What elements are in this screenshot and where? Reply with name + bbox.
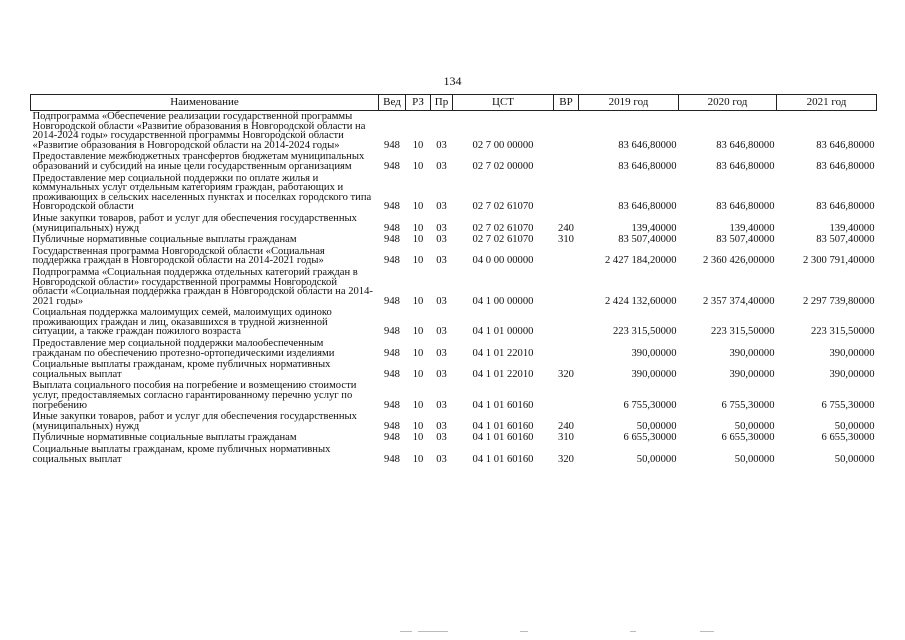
row-ved: 948 [384,295,400,307]
row-rz: 10 [412,399,424,411]
row-name: Предоставление мер социальной поддержки малообеспеченным гражданам по обеспечению протезно-ортопедическими изделиями [32,338,335,359]
row-2019: 83 507,40000 [618,234,677,246]
row-2019: 6 655,30000 [623,432,677,444]
row-vr [554,173,579,213]
row-2021: 6 655,30000 [821,432,875,444]
row-ved: 948 [384,255,400,267]
row-2021: 83 646,80000 [816,139,875,151]
table-row [31,173,877,213]
table-header [31,95,877,111]
row-vr [554,338,579,359]
row-name: Подпрограмма «Социальная поддержка отдельных категорий граждан в Новгородской области» государственной программы Новгородской области «Социальная поддержка граждан в Новгородской области на 2014-2021 годы» [32,266,373,307]
row-2020: 50,00000 [734,453,775,465]
row-cst: 04 1 01 00000 [472,326,534,338]
table-row [31,359,877,380]
row-ved: 948 [384,160,400,172]
row-ved: 948 [384,420,400,432]
row-pr: 03 [436,453,447,465]
row-2019: 83 646,80000 [618,139,677,151]
header-cst: ЦСТ [453,95,554,111]
row-2019: 6 755,30000 [623,399,677,411]
row-ved: 948 [384,326,400,338]
row-2020: 83 646,80000 [716,201,775,213]
table-row [31,246,877,267]
row-ved: 948 [384,222,400,234]
row-2020: 390,00000 [729,347,775,359]
row-2020: 2 360 426,00000 [702,255,775,267]
row-vr: 240 [558,420,574,432]
row-cst: 02 7 02 61070 [472,201,534,213]
table-row [31,338,877,359]
row-cst: 02 7 02 61070 [472,234,534,246]
row-pr: 03 [436,255,447,267]
row-vr [554,380,579,411]
row-vr [554,267,579,307]
row-pr: 03 [436,432,447,444]
row-pr: 03 [436,222,447,234]
row-2020: 50,00000 [734,420,775,432]
row-rz: 10 [412,453,424,465]
row-vr [554,111,579,152]
row-cst: 02 7 00 00000 [472,139,534,151]
row-pr: 03 [436,234,447,246]
row-2020: 83 646,80000 [716,160,775,172]
row-2020: 83 507,40000 [716,234,775,246]
row-2020: 139,40000 [729,222,775,234]
row-2021: 223 315,50000 [810,326,875,338]
table-row [31,411,877,432]
row-ved: 948 [384,234,400,246]
row-cst: 04 1 01 60160 [472,420,534,432]
header-pr: Пр [431,95,453,111]
row-2019: 2 424 132,60000 [604,295,677,307]
row-rz: 10 [412,326,424,338]
row-rz: 10 [412,347,424,359]
row-pr: 03 [436,326,447,338]
row-rz: 10 [412,160,424,172]
row-2019: 50,00000 [636,453,677,465]
row-ved: 948 [384,347,400,359]
table-row [31,234,877,246]
row-vr [554,151,579,172]
table-row [31,111,877,152]
row-vr: 310 [558,234,574,246]
row-rz: 10 [412,255,424,267]
row-name: Иные закупки товаров, работ и услуг для обеспечения государственных (муниципальных) нужд [32,212,357,234]
row-2021: 50,00000 [834,453,875,465]
row-name: Предоставление мер социальной поддержки по оплате жилья и коммунальных услуг отдельным категориям граждан, работающих и проживающих в сельских населенных пунктах и поселках городского типа Новгородской области [32,172,372,213]
row-cst: 04 1 01 22010 [472,347,534,359]
row-ved: 948 [384,453,400,465]
row-ved: 948 [384,432,400,444]
row-name: Иные закупки товаров, работ и услуг для обеспечения государственных (муниципальных) нужд [32,411,357,432]
row-vr: 240 [558,222,574,234]
scan-artifact-marks [400,628,730,634]
header-vr: ВР [554,95,579,111]
row-rz: 10 [412,139,424,151]
row-pr: 03 [436,295,447,307]
row-2019: 50,00000 [636,420,677,432]
row-2021: 83 507,40000 [816,234,875,246]
table-row [31,444,877,465]
row-2020: 6 755,30000 [721,399,775,411]
row-2019: 390,00000 [631,368,677,380]
page-number: 134 [443,74,462,88]
header-2019: 2019 год [579,95,679,111]
table-row [31,380,877,411]
row-2021: 390,00000 [829,347,875,359]
row-2019: 223 315,50000 [612,326,677,338]
row-vr [554,246,579,267]
row-2021: 390,00000 [829,368,875,380]
row-ved: 948 [384,201,400,213]
table-row [31,151,877,172]
table-row [31,213,877,234]
row-name: Выплата социального пособия на погребение и возмещению стоимости услуг, предоставляемых согласно гарантированному перечню услуг по погребению [32,380,357,411]
row-2020: 6 655,30000 [721,432,775,444]
row-vr: 320 [558,368,574,380]
row-2021: 50,00000 [834,420,875,432]
row-vr: 320 [558,453,574,465]
row-2020: 223 315,50000 [710,326,775,338]
row-rz: 10 [412,201,424,213]
row-cst: 02 7 02 00000 [472,160,534,172]
row-ved: 948 [384,139,400,151]
header-ved: Вед [379,95,406,111]
row-ved: 948 [384,399,400,411]
row-name: Социальные выплаты гражданам, кроме публичных нормативных социальных выплат [32,359,331,380]
row-cst: 04 0 00 00000 [472,255,534,267]
table-row [31,267,877,307]
row-cst: 04 1 01 60160 [472,399,534,411]
header-2020: 2020 год [679,95,777,111]
table-row [31,432,877,444]
row-pr: 03 [436,420,447,432]
row-rz: 10 [412,420,424,432]
row-name: Предоставление межбюджетных трансфертов бюджетам муниципальных образований и субсидий на иные цели государственным организациям [32,151,365,172]
row-2019: 83 646,80000 [618,201,677,213]
row-name: Социальная поддержка малоимущих семей, малоимущих одиноко проживающих граждан и лиц, оказавшихся в трудной жизненной ситуации, а также граждан пожилого возраста [32,307,332,338]
table-row [31,307,877,338]
row-2019: 2 427 184,20000 [604,255,677,267]
row-pr: 03 [436,368,447,380]
row-cst: 04 1 01 60160 [472,432,534,444]
row-2021: 2 300 791,40000 [802,255,875,267]
header-name: Наименование [31,95,379,111]
row-cst: 04 1 00 00000 [472,295,534,307]
row-rz: 10 [412,295,424,307]
row-2021: 139,40000 [829,222,875,234]
row-name: Публичные нормативные социальные выплаты гражданам [32,234,297,246]
row-cst: 04 1 01 60160 [472,453,534,465]
row-pr: 03 [436,201,447,213]
row-2019: 83 646,80000 [618,160,677,172]
row-pr: 03 [436,347,447,359]
row-rz: 10 [412,222,424,234]
row-2020: 390,00000 [729,368,775,380]
row-pr: 03 [436,139,447,151]
row-rz: 10 [412,234,424,246]
row-rz: 10 [412,368,424,380]
row-2021: 83 646,80000 [816,160,875,172]
row-vr [554,307,579,338]
row-pr: 03 [436,399,447,411]
row-2020: 83 646,80000 [716,139,775,151]
row-2019: 390,00000 [631,347,677,359]
row-pr: 03 [436,160,447,172]
row-2019: 139,40000 [631,222,677,234]
row-rz: 10 [412,432,424,444]
row-name: Подпрограмма «Обеспечение реализации государственной программы Новгородской области «Развитие образования в Новгородской области на 2014-2024 годы» государственной программы Новгородской области «Развитие образования в Новгородской области на 2014-2024 годы» [32,111,366,151]
row-2021: 2 297 739,80000 [802,295,875,307]
row-2021: 6 755,30000 [821,399,875,411]
row-vr: 310 [558,432,574,444]
row-name: Государственная программа Новгородской области «Социальная поддержка граждан в Новгородской области на 2014-2021 годы» [32,245,325,267]
budget-table [30,94,877,465]
row-2021: 83 646,80000 [816,201,875,213]
header-2021: 2021 год [777,95,877,111]
row-ved: 948 [384,368,400,380]
header-rz: РЗ [406,95,431,111]
row-cst: 04 1 01 22010 [472,368,534,380]
row-cst: 02 7 02 61070 [472,222,534,234]
row-2020: 2 357 374,40000 [702,295,775,307]
row-name: Публичные нормативные социальные выплаты гражданам [32,432,297,444]
row-name: Социальные выплаты гражданам, кроме публичных нормативных социальных выплат [32,444,331,465]
